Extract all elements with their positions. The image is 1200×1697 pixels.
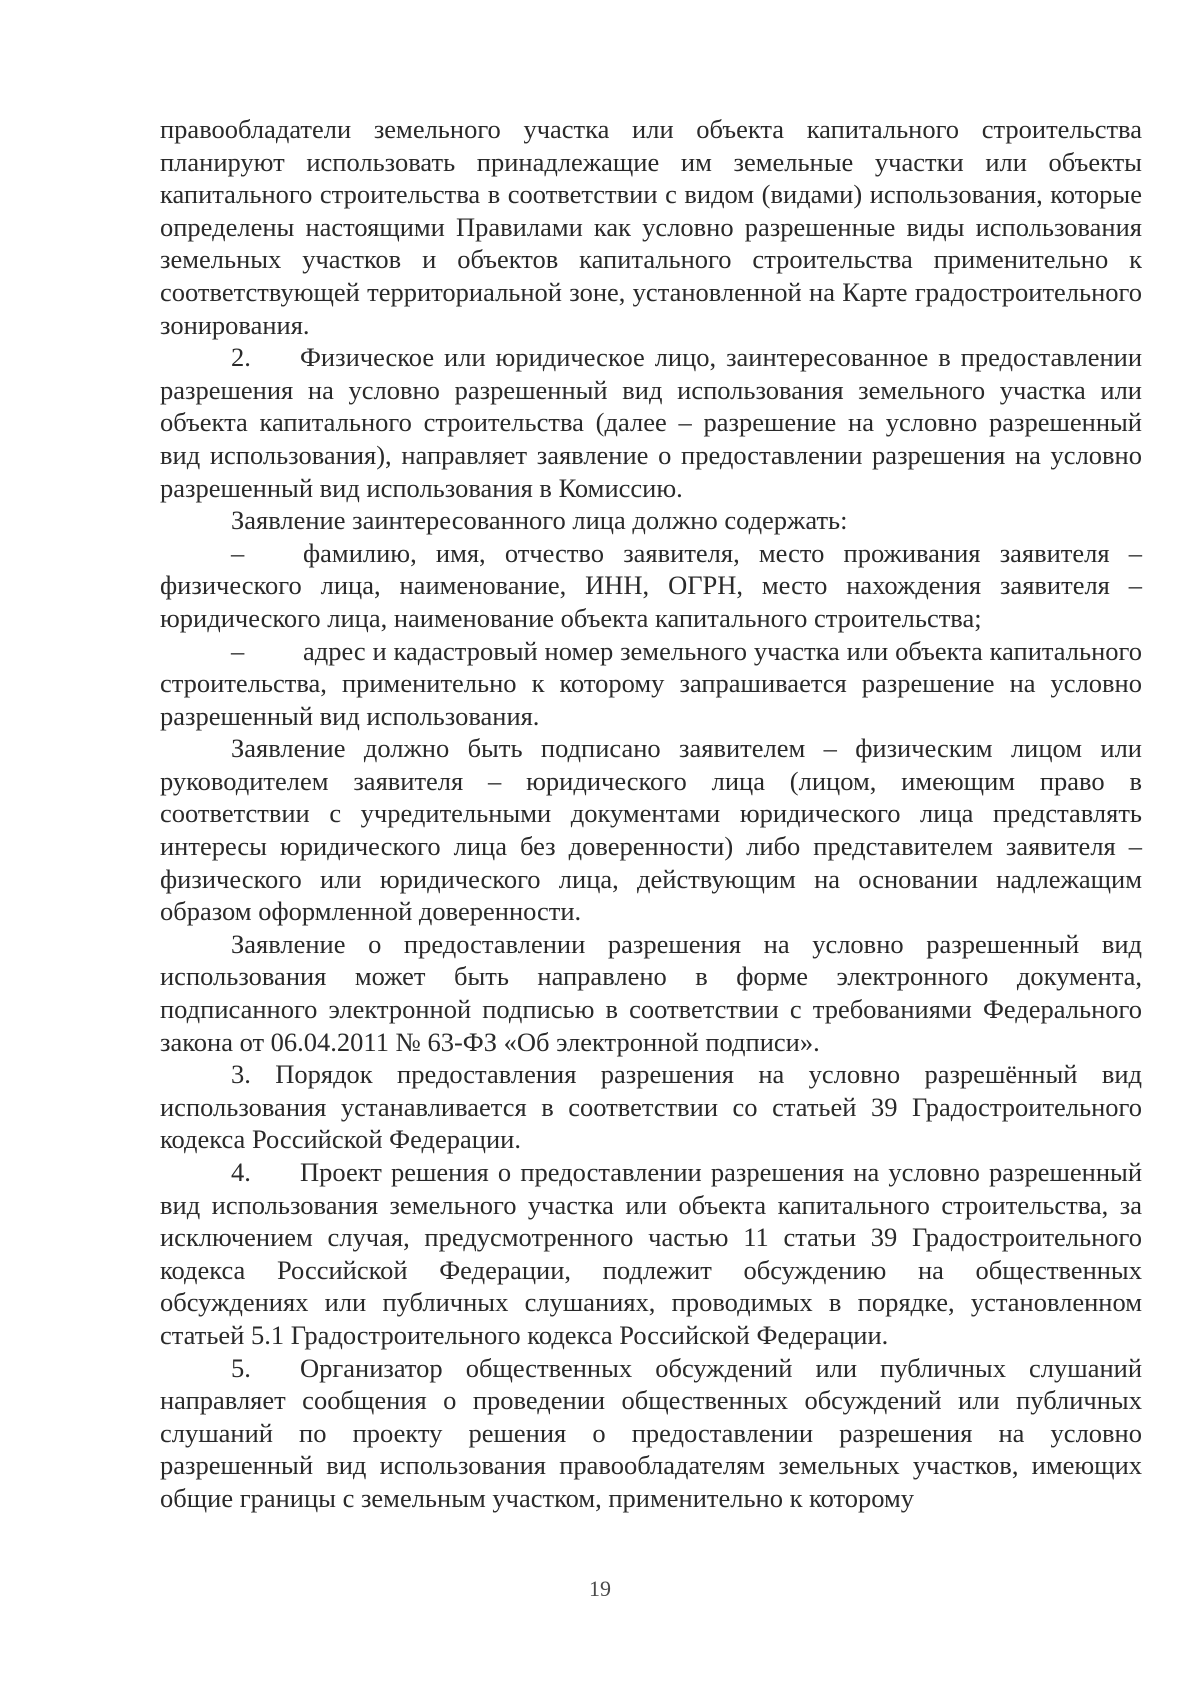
item-number: 5.: [231, 1352, 251, 1383]
dash-marker: –: [231, 537, 245, 568]
paragraph-signature-requirement: Заявление должно быть подписано заявителем – физическим лицом или руководителем заявителя – юридического лица (лицом, имеющим право в соответствии с учредительными документами юридического лица представлять интересы юридического лица без доверенности) либо представителем заявителя – физического или юридического лица, действующим на основании надлежащим образом оформленной доверенности.: [160, 733, 1142, 927]
item-number: 2.: [231, 342, 251, 373]
paragraph-continuation: правообладатели земельного участка или объекта капитального строительства планируют использовать принадлежащие им земельные участки или объекты капитального строительства в соответствии с видом (видами) использования, которые определены настоящими Правилами как условно разрешенные виды использования земельных участков и объектов капитального строительства применительно к соответствующей территориальной зоне, установленной на Карте градостроительного зонирования.: [160, 114, 1142, 340]
paragraph-item-4: [160, 1156, 1142, 1352]
paragraph-item-3: [160, 1058, 1142, 1156]
paragraph-application-contents: Заявление заинтересованного лица должно содержать:: [231, 505, 848, 536]
list-item-dash: [160, 635, 1142, 733]
page-number: 19: [589, 1576, 611, 1601]
paragraph-text: Порядок предоставления разрешения на условно разрешённый вид использования устанавливается в соответствии со статьей 39 Градостроительного кодекса Российской Федерации.: [160, 1059, 1143, 1155]
paragraph-text: Проект решения о предоставлении разрешения на условно разрешенный вид использования земельного участка или объекта капитального строительства, за исключением случая, предусмотренного частью 11 статьи 39 Градостроительного кодекса Российской Федерации, подлежит обсуждению на общественных обсуждениях или публичных слушаниях, проводимых в порядке, установленном статьей 5.1 Градостроительного кодекса Российской Федерации.: [160, 1157, 1142, 1350]
item-number: 4.: [231, 1157, 251, 1187]
paragraph-item-5: [160, 1352, 1142, 1515]
paragraph-text: Физическое или юридическое лицо, заинтересованное в предоставлении разрешения на условно разрешенный вид использования земельного участка или объекта капитального строительства (далее – разрешение на условно разрешенный вид использования), направляет заявление о предоставлении разрешения на условно разрешенный вид использования в Комиссию.: [160, 342, 1142, 503]
list-item-dash: [160, 537, 1142, 635]
list-item-text: фамилию, имя, отчество заявителя, место проживания заявителя – физического лица, наименование, ИНН, ОГРН, место нахождения заявителя – юридического лица, наименование объекта капитального строительства;: [160, 537, 1142, 633]
dash-marker: –: [231, 635, 245, 666]
paragraph-item-2: [160, 341, 1142, 504]
paragraph-text: Организатор общественных обсуждений или публичных слушаний направляет сообщения о проведении общественных обсуждений или публичных слушаний по проекту решения о предоставлении разрешения на условно разрешенный вид использования правообладателям земельных участков, имеющих общие границы с земельным участком, применительно к которому: [160, 1352, 1142, 1513]
item-number: 3.: [231, 1059, 251, 1090]
list-item-text: адрес и кадастровый номер земельного участка или объекта капитального строительства, применительно к которому запрашивается разрешение на условно разрешенный вид использования.: [160, 635, 1142, 731]
document-body: [160, 113, 1142, 1515]
paragraph-electronic-document: Заявление о предоставлении разрешения на условно разрешенный вид использования может быть направлено в форме электронного документа, подписанного электронной подписью в соответствии с требованиями Федерального закона от 06.04.2011 № 63-ФЗ «Об электронной подписи».: [160, 928, 1142, 1057]
